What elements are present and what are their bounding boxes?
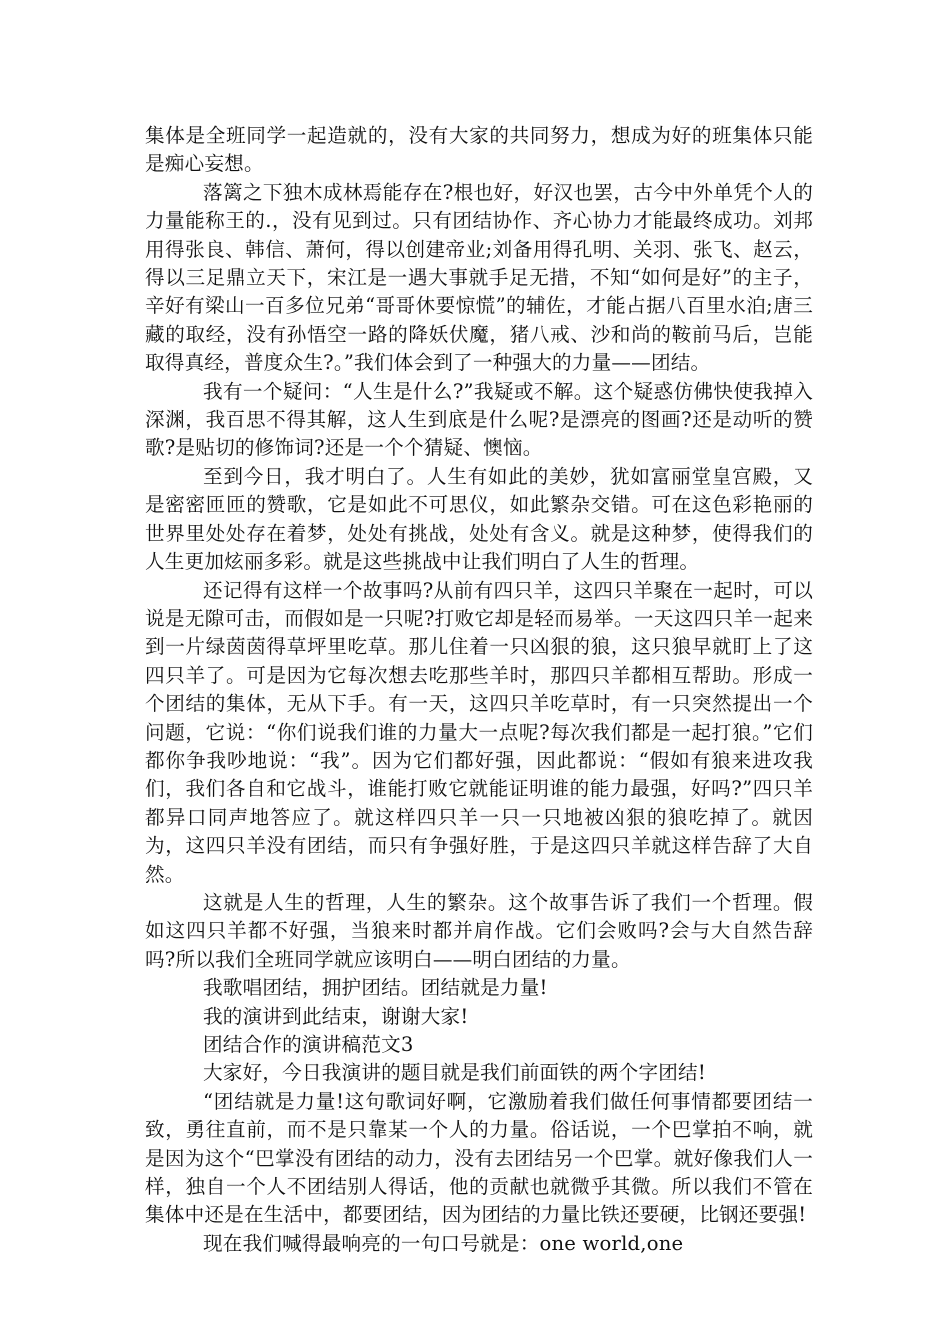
section-heading: 团结合作的演讲稿范文3 bbox=[203, 1033, 414, 1056]
paragraph-9: 大家好，今日我演讲的题目就是我们前面铁的两个字团结! bbox=[203, 1061, 706, 1085]
paragraph-3: 我有一个疑问：“人生是什么?”我疑或不解。这个疑惑仿佛快使我掉入深渊，我百思不得其解，这人生到底是什么呢?是漂亮的图画?还是动听的赞歌?是贴切的修饰词?还是一个个猜疑、懊恼。 bbox=[145, 379, 813, 460]
paragraph-4: 至到今日，我才明白了。人生有如此的美妙，犹如富丽堂皇宫殿，又是密密匝匝的赞歌，它是如此不可思仪，如此繁杂交错。可在这色彩艳丽的世界里处处存在着梦，处处有挑战，处处有含义。就是这种梦，使得我们的人生更加炫丽多彩。就是这些挑战中让我们明白了人生的哲理。 bbox=[145, 464, 813, 574]
document-body bbox=[145, 122, 813, 1258]
paragraph-11: 现在我们喊得最响亮的一句口号就是：one world,one bbox=[203, 1231, 684, 1255]
paragraph-2: 落篱之下独木成林焉能存在?根也好，好汉也罢，古今中外单凭个人的力量能称王的.，没有见到过。只有团结协作、齐心协力才能最终成功。刘邦用得张良、韩信、萧何，得以创建帝业;刘备用得孔明、关羽、张飞、赵云，得以三足鼎立天下，宋江是一遇大事就手足无措，不知“如何是好”的主子，辛好有梁山一百多位兄弟“哥哥休要惊慌”的辅佐，才能占据八百里水泊;唐三藏的取经，没有孙悟空一路的降妖伏魔，猪八戒、沙和尚的鞍前马后，岂能取得真经，普度众生?。”我们体会到了一种强大的力量——团结。 bbox=[145, 180, 813, 375]
paragraph-6: 这就是人生的哲理，人生的繁杂。这个故事告诉了我们一个哲理。假如这四只羊都不好强，当狼来时都并肩作战。它们会败吗?会与大自然告辞吗?所以我们全班同学就应该明白——明白团结的力量。 bbox=[145, 890, 813, 971]
paragraph-8: 我的演讲到此结束，谢谢大家! bbox=[203, 1004, 469, 1028]
paragraph-1: 集体是全班同学一起造就的，没有大家的共同努力，想成为好的班集体只能是痴心妄想。 bbox=[145, 124, 813, 176]
paragraph-7: 我歌唱团结，拥护团结。团结就是力量! bbox=[203, 976, 548, 1000]
paragraph-10: “团结就是力量!这句歌词好啊，它激励着我们做任何事情都要团结一致，勇往直前，而不是只靠某一个人的力量。俗话说，一个巴掌拍不响，就是因为这个“巴掌没有团结的动力，没有去团结另一个巴掌。就好像我们人一样，独自一个人不团结别人得话，他的贡献也就微乎其微。所以我们不管在集体中还是在生活中，都要团结，因为团结的力量比铁还要硬，比钢还要强! bbox=[145, 1089, 813, 1227]
paragraph-5: 还记得有这样一个故事吗?从前有四只羊，这四只羊聚在一起时，可以说是无隙可击，而假如是一只呢?打败它却是轻而易举。一天这四只羊一起来到一片绿茵茵得草坪里吃草。那儿住着一只凶狠的狼，这只狼早就盯上了这四只羊了。可是因为它每次想去吃那些羊时，那四只羊都相互帮助。形成一个团结的集体，无从下手。有一天，这四只羊吃草时，有一只突然提出一个问题，它说：“你们说我们谁的力量大一点呢?每次我们都是一起打狼。”它们都你争我吵地说：“我”。因为它们都好强，因此都说：“假如有狼来进攻我们，我们各自和它战斗，谁能打败它就能证明谁的能力最强，好吗?”四只羊都异口同声地答应了。就这样四只羊一只一只地被凶狠的狼吃掉了。就因为，这四只羊没有团结，而只有争强好胜，于是这四只羊就这样告辞了大自然。 bbox=[145, 578, 813, 886]
